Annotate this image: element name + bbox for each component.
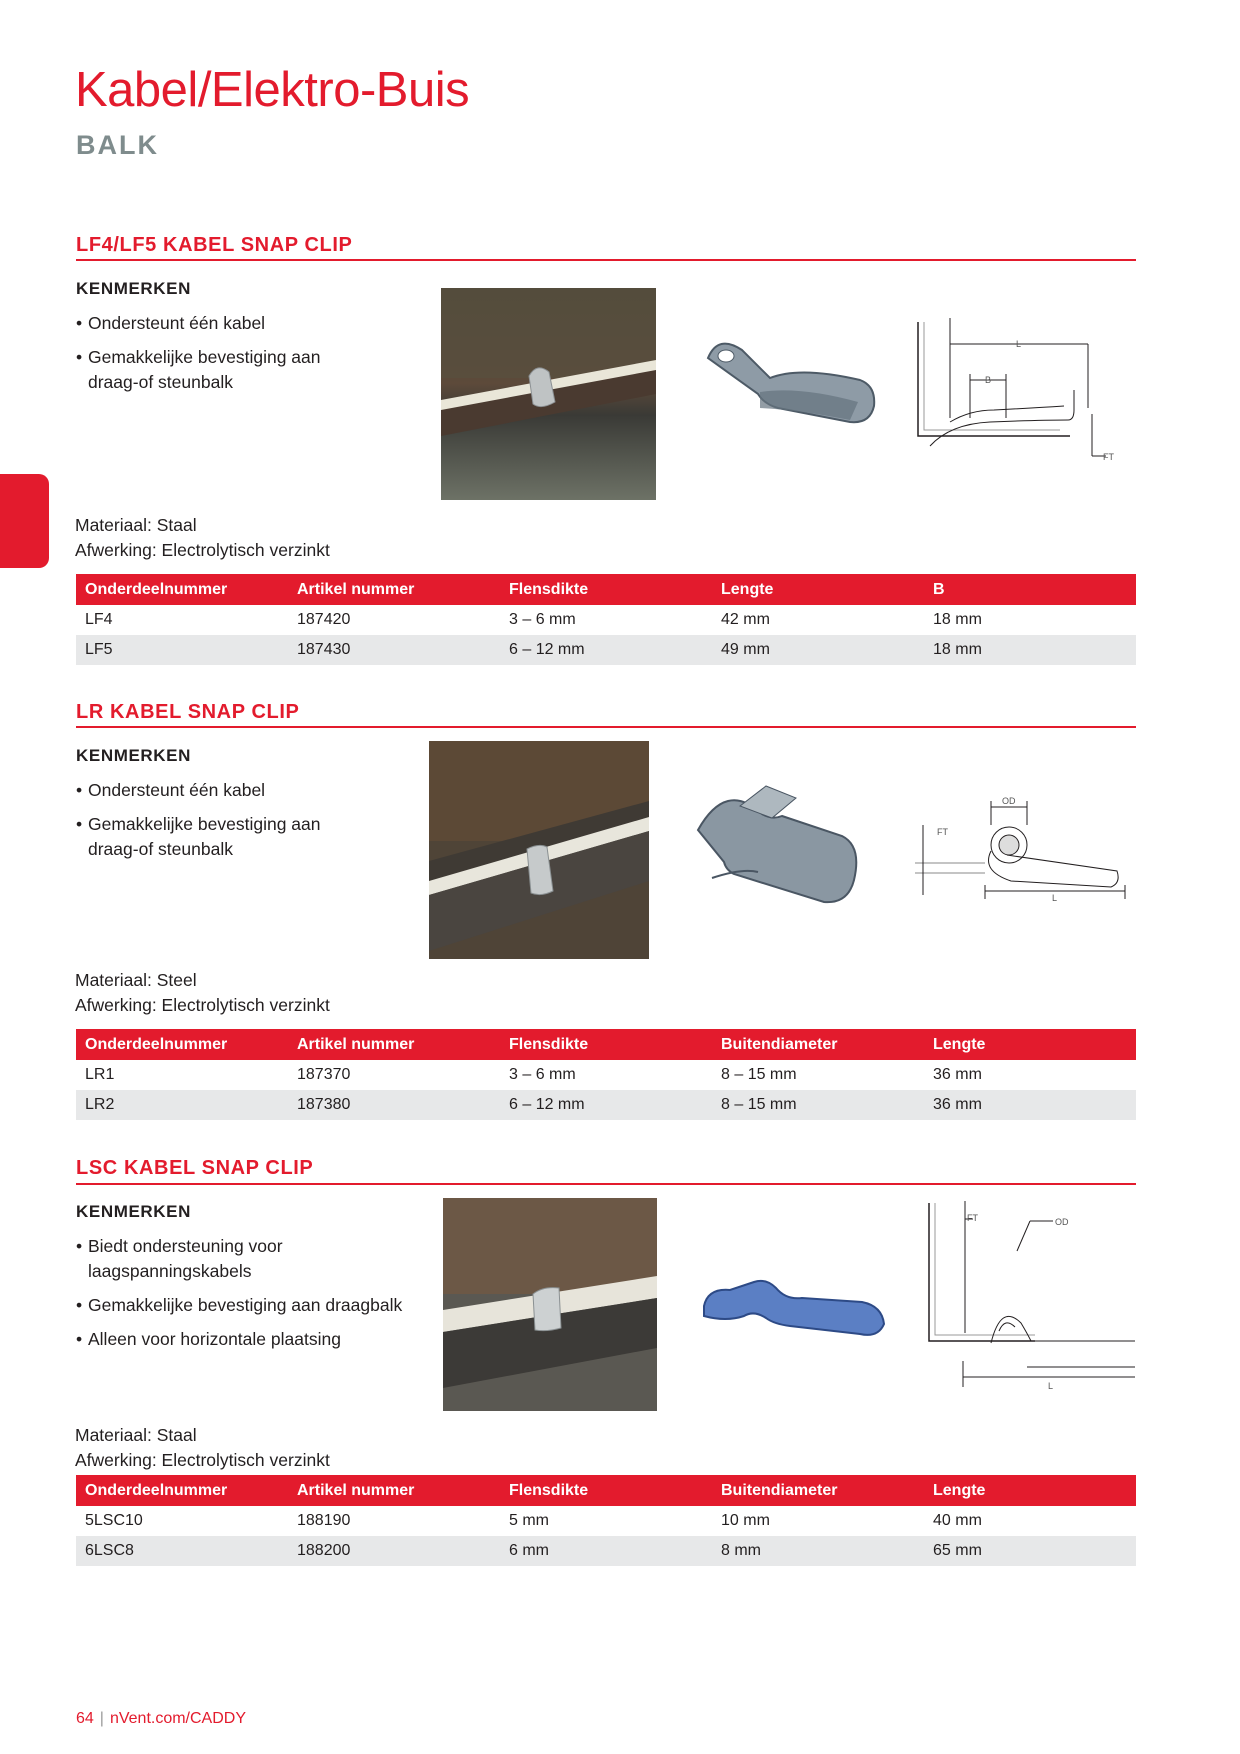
feature-item: • Gemakkelijke bevestiging aan draagbalk xyxy=(76,1293,436,1318)
table-cell: 65 mm xyxy=(924,1536,1136,1566)
table-row xyxy=(76,635,1136,665)
features-heading: KENMERKEN xyxy=(76,279,191,298)
drawing-label-ft: FT xyxy=(967,1213,978,1223)
installation-photo xyxy=(443,1198,657,1411)
table-cell: 187430 xyxy=(288,635,500,665)
spec-table-lf xyxy=(76,574,1136,665)
table-header-cell: Flensdikte xyxy=(500,1029,712,1060)
finish-text: Afwerking: Electrolytisch verzinkt xyxy=(75,540,330,560)
table-header-cell: Artikel nummer xyxy=(288,574,500,605)
feature-item: • Biedt ondersteuning voor laagspanningskabels xyxy=(76,1234,318,1284)
features-heading: KENMERKEN xyxy=(76,1202,191,1221)
section-rule xyxy=(76,726,1136,728)
drawing-label-ft: FT xyxy=(937,827,948,837)
page-subtitle: BALK xyxy=(76,130,159,160)
feature-item: • Gemakkelijke bevestiging aan draag-of steunbalk xyxy=(76,812,346,862)
table-cell: 187380 xyxy=(288,1090,500,1120)
table-cell: LR1 xyxy=(85,1066,115,1083)
drawing-label-od: OD xyxy=(1002,796,1016,806)
table-cell: 36 mm xyxy=(924,1090,1136,1120)
features-list xyxy=(76,311,346,404)
technical-drawing-lsc xyxy=(915,1201,1135,1391)
page-footer xyxy=(76,1710,246,1728)
section-rule xyxy=(76,259,1136,261)
table-header-cell: Lengte xyxy=(924,1475,1136,1506)
footer-separator: | xyxy=(99,1710,104,1727)
chapter-tab-marker xyxy=(0,474,49,568)
table-cell: 187420 xyxy=(297,611,351,628)
table-row xyxy=(76,1536,1136,1566)
material-text: Materiaal: Staal xyxy=(75,515,197,535)
features-list xyxy=(76,778,346,871)
drawing-label-l: L xyxy=(1052,893,1058,903)
drawing-label-b: B xyxy=(985,375,992,385)
table-cell: 40 mm xyxy=(933,1512,982,1529)
table-header-cell: Flensdikte xyxy=(500,1475,712,1506)
drawing-label-od: OD xyxy=(1055,1217,1069,1227)
table-cell: LF5 xyxy=(76,635,288,665)
table-cell: 188200 xyxy=(288,1536,500,1566)
table-cell: 188190 xyxy=(297,1512,351,1529)
feature-item: • Ondersteunt één kabel xyxy=(76,778,346,803)
table-cell: 10 mm xyxy=(721,1512,770,1529)
section-title-lf: LF4/LF5 KABEL SNAP CLIP xyxy=(76,234,353,256)
page-title: Kabel/Elektro-Buis xyxy=(75,63,470,117)
section-rule xyxy=(76,1183,1136,1185)
section-title-lr: LR KABEL SNAP CLIP xyxy=(76,701,300,723)
table-row xyxy=(76,1090,1136,1120)
table-header-row xyxy=(76,1029,1136,1060)
table-cell: 8 – 15 mm xyxy=(721,1066,797,1083)
table-cell: 6 – 12 mm xyxy=(500,1090,712,1120)
table-header-cell: B xyxy=(924,574,1136,605)
table-header-cell: Lengte xyxy=(712,574,924,605)
table-cell: 5LSC10 xyxy=(85,1512,143,1529)
finish-text: Afwerking: Electrolytisch verzinkt xyxy=(75,995,330,1015)
product-image-lsc xyxy=(700,1270,890,1340)
table-cell: 8 mm xyxy=(712,1536,924,1566)
technical-drawing-lf xyxy=(910,318,1130,468)
table-header-cell: Buitendiameter xyxy=(712,1029,924,1060)
table-cell: LF4 xyxy=(85,611,113,628)
table-cell: 3 – 6 mm xyxy=(509,1066,576,1083)
feature-item: • Ondersteunt één kabel xyxy=(76,311,346,336)
finish-text: Afwerking: Electrolytisch verzinkt xyxy=(75,1450,330,1470)
drawing-label-l: L xyxy=(1016,339,1022,349)
table-cell: 6LSC8 xyxy=(76,1536,288,1566)
feature-item: • Gemakkelijke bevestiging aan draag-of steunbalk xyxy=(76,345,346,395)
product-image-lf xyxy=(700,330,890,450)
features-list xyxy=(76,1234,436,1361)
footer-link[interactable]: nVent.com/CADDY xyxy=(109,1710,247,1727)
table-header-row xyxy=(76,574,1136,605)
table-header-cell: Onderdeelnummer xyxy=(76,1029,288,1060)
table-header-cell: Buitendiameter xyxy=(712,1475,924,1506)
spec-table-lr xyxy=(76,1029,1136,1120)
table-cell: 6 – 12 mm xyxy=(500,635,712,665)
table-cell: 3 – 6 mm xyxy=(509,611,576,628)
material-text: Materiaal: Staal xyxy=(75,1425,197,1445)
table-cell: LR2 xyxy=(76,1090,288,1120)
table-cell: 42 mm xyxy=(721,611,770,628)
table-header-cell: Flensdikte xyxy=(500,574,712,605)
table-cell: 6 mm xyxy=(500,1536,712,1566)
table-header-row xyxy=(76,1475,1136,1506)
installation-photo xyxy=(429,741,649,959)
table-row xyxy=(76,605,1136,635)
table-cell: 5 mm xyxy=(509,1512,549,1529)
table-cell: 187370 xyxy=(297,1066,351,1083)
product-image-lr xyxy=(690,778,880,908)
page-number: 64 xyxy=(76,1710,94,1727)
table-header-cell: Onderdeelnummer xyxy=(76,574,288,605)
table-header-cell: Lengte xyxy=(924,1029,1136,1060)
table-row xyxy=(76,1506,1136,1536)
table-cell: 18 mm xyxy=(933,611,982,628)
table-cell: 49 mm xyxy=(712,635,924,665)
table-cell: 8 – 15 mm xyxy=(712,1090,924,1120)
features-heading: KENMERKEN xyxy=(76,746,191,765)
spec-table-lsc xyxy=(76,1475,1136,1566)
table-cell: 36 mm xyxy=(933,1066,982,1083)
table-cell: 18 mm xyxy=(924,635,1136,665)
drawing-label-l: L xyxy=(1048,1381,1054,1391)
table-header-cell: Onderdeelnummer xyxy=(76,1475,288,1506)
section-title-lsc: LSC KABEL SNAP CLIP xyxy=(76,1157,314,1179)
installation-photo xyxy=(441,288,656,500)
technical-drawing-lr xyxy=(915,795,1135,905)
table-row xyxy=(76,1060,1136,1090)
material-text: Materiaal: Steel xyxy=(75,970,197,990)
table-header-cell: Artikel nummer xyxy=(288,1029,500,1060)
drawing-label-ft: FT xyxy=(1103,452,1114,462)
feature-item: • Alleen voor horizontale plaatsing xyxy=(76,1327,436,1352)
table-header-cell: Artikel nummer xyxy=(288,1475,500,1506)
